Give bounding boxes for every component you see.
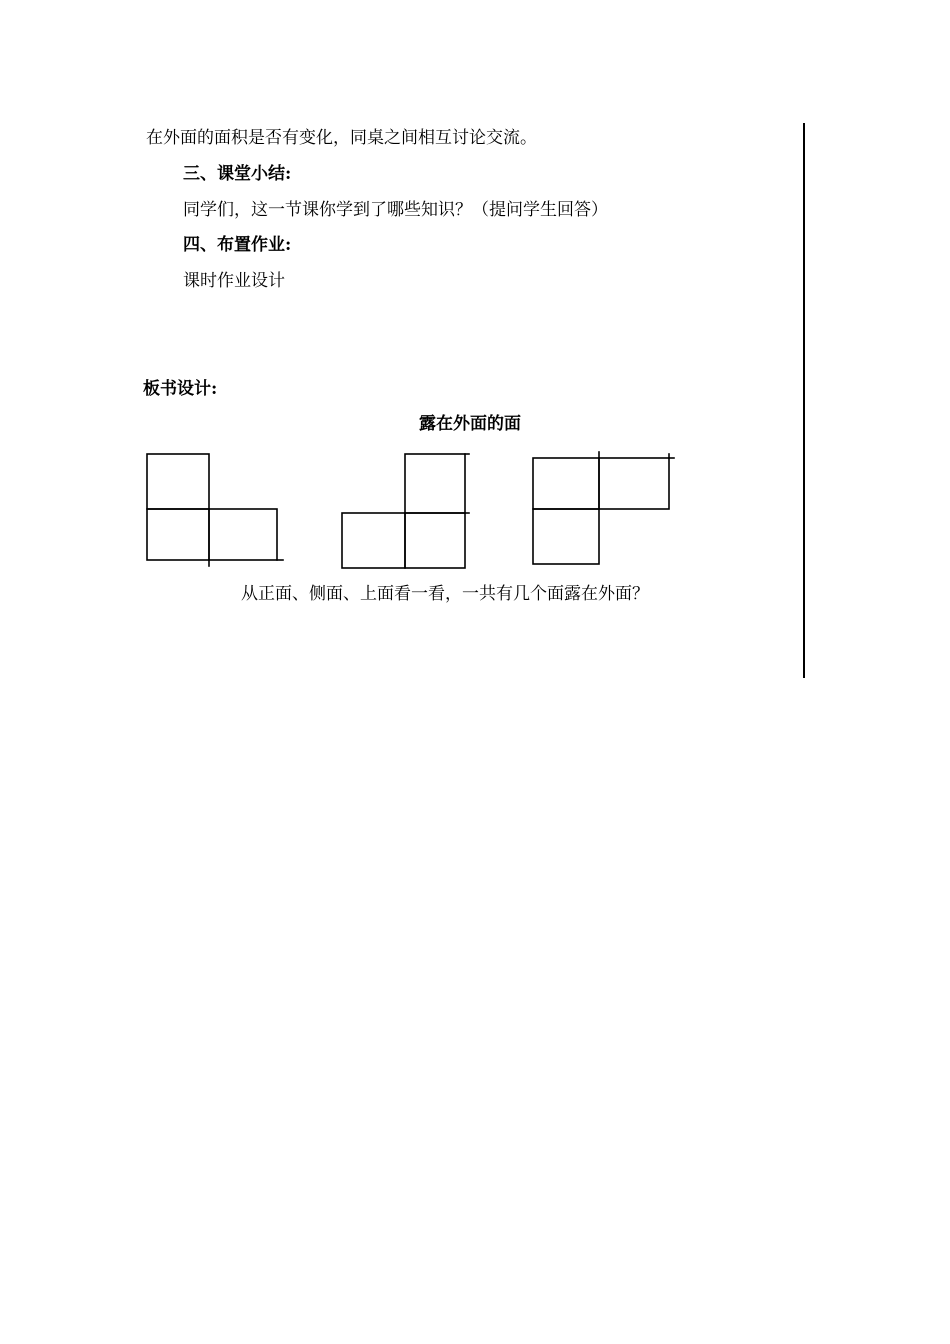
front-view-figure (147, 454, 283, 566)
top-view-figure (533, 452, 674, 564)
square (147, 509, 209, 560)
square (599, 458, 669, 509)
square (405, 513, 465, 568)
side-view-figure (342, 454, 469, 568)
square (533, 458, 599, 509)
square (405, 454, 465, 513)
square (209, 509, 277, 560)
section-homework-body: 课时作业设计 (183, 271, 285, 291)
board-design-label: 板书设计: (143, 379, 218, 399)
paragraph-continuation: 在外面的面积是否有变化，同桌之间相互讨论交流。 (146, 128, 537, 148)
section-summary-body: 同学们，这一节课你学到了哪些知识？（提问学生回答） (183, 200, 608, 220)
square (147, 454, 209, 509)
square (533, 509, 599, 564)
board-title: 露在外面的面 (419, 414, 521, 434)
section-homework-heading: 四、布置作业: (183, 235, 292, 255)
square (342, 513, 405, 568)
figure-caption: 从正面、侧面、上面看一看，一共有几个面露在外面？ (241, 584, 649, 604)
section-summary-heading: 三、课堂小结: (183, 164, 292, 184)
